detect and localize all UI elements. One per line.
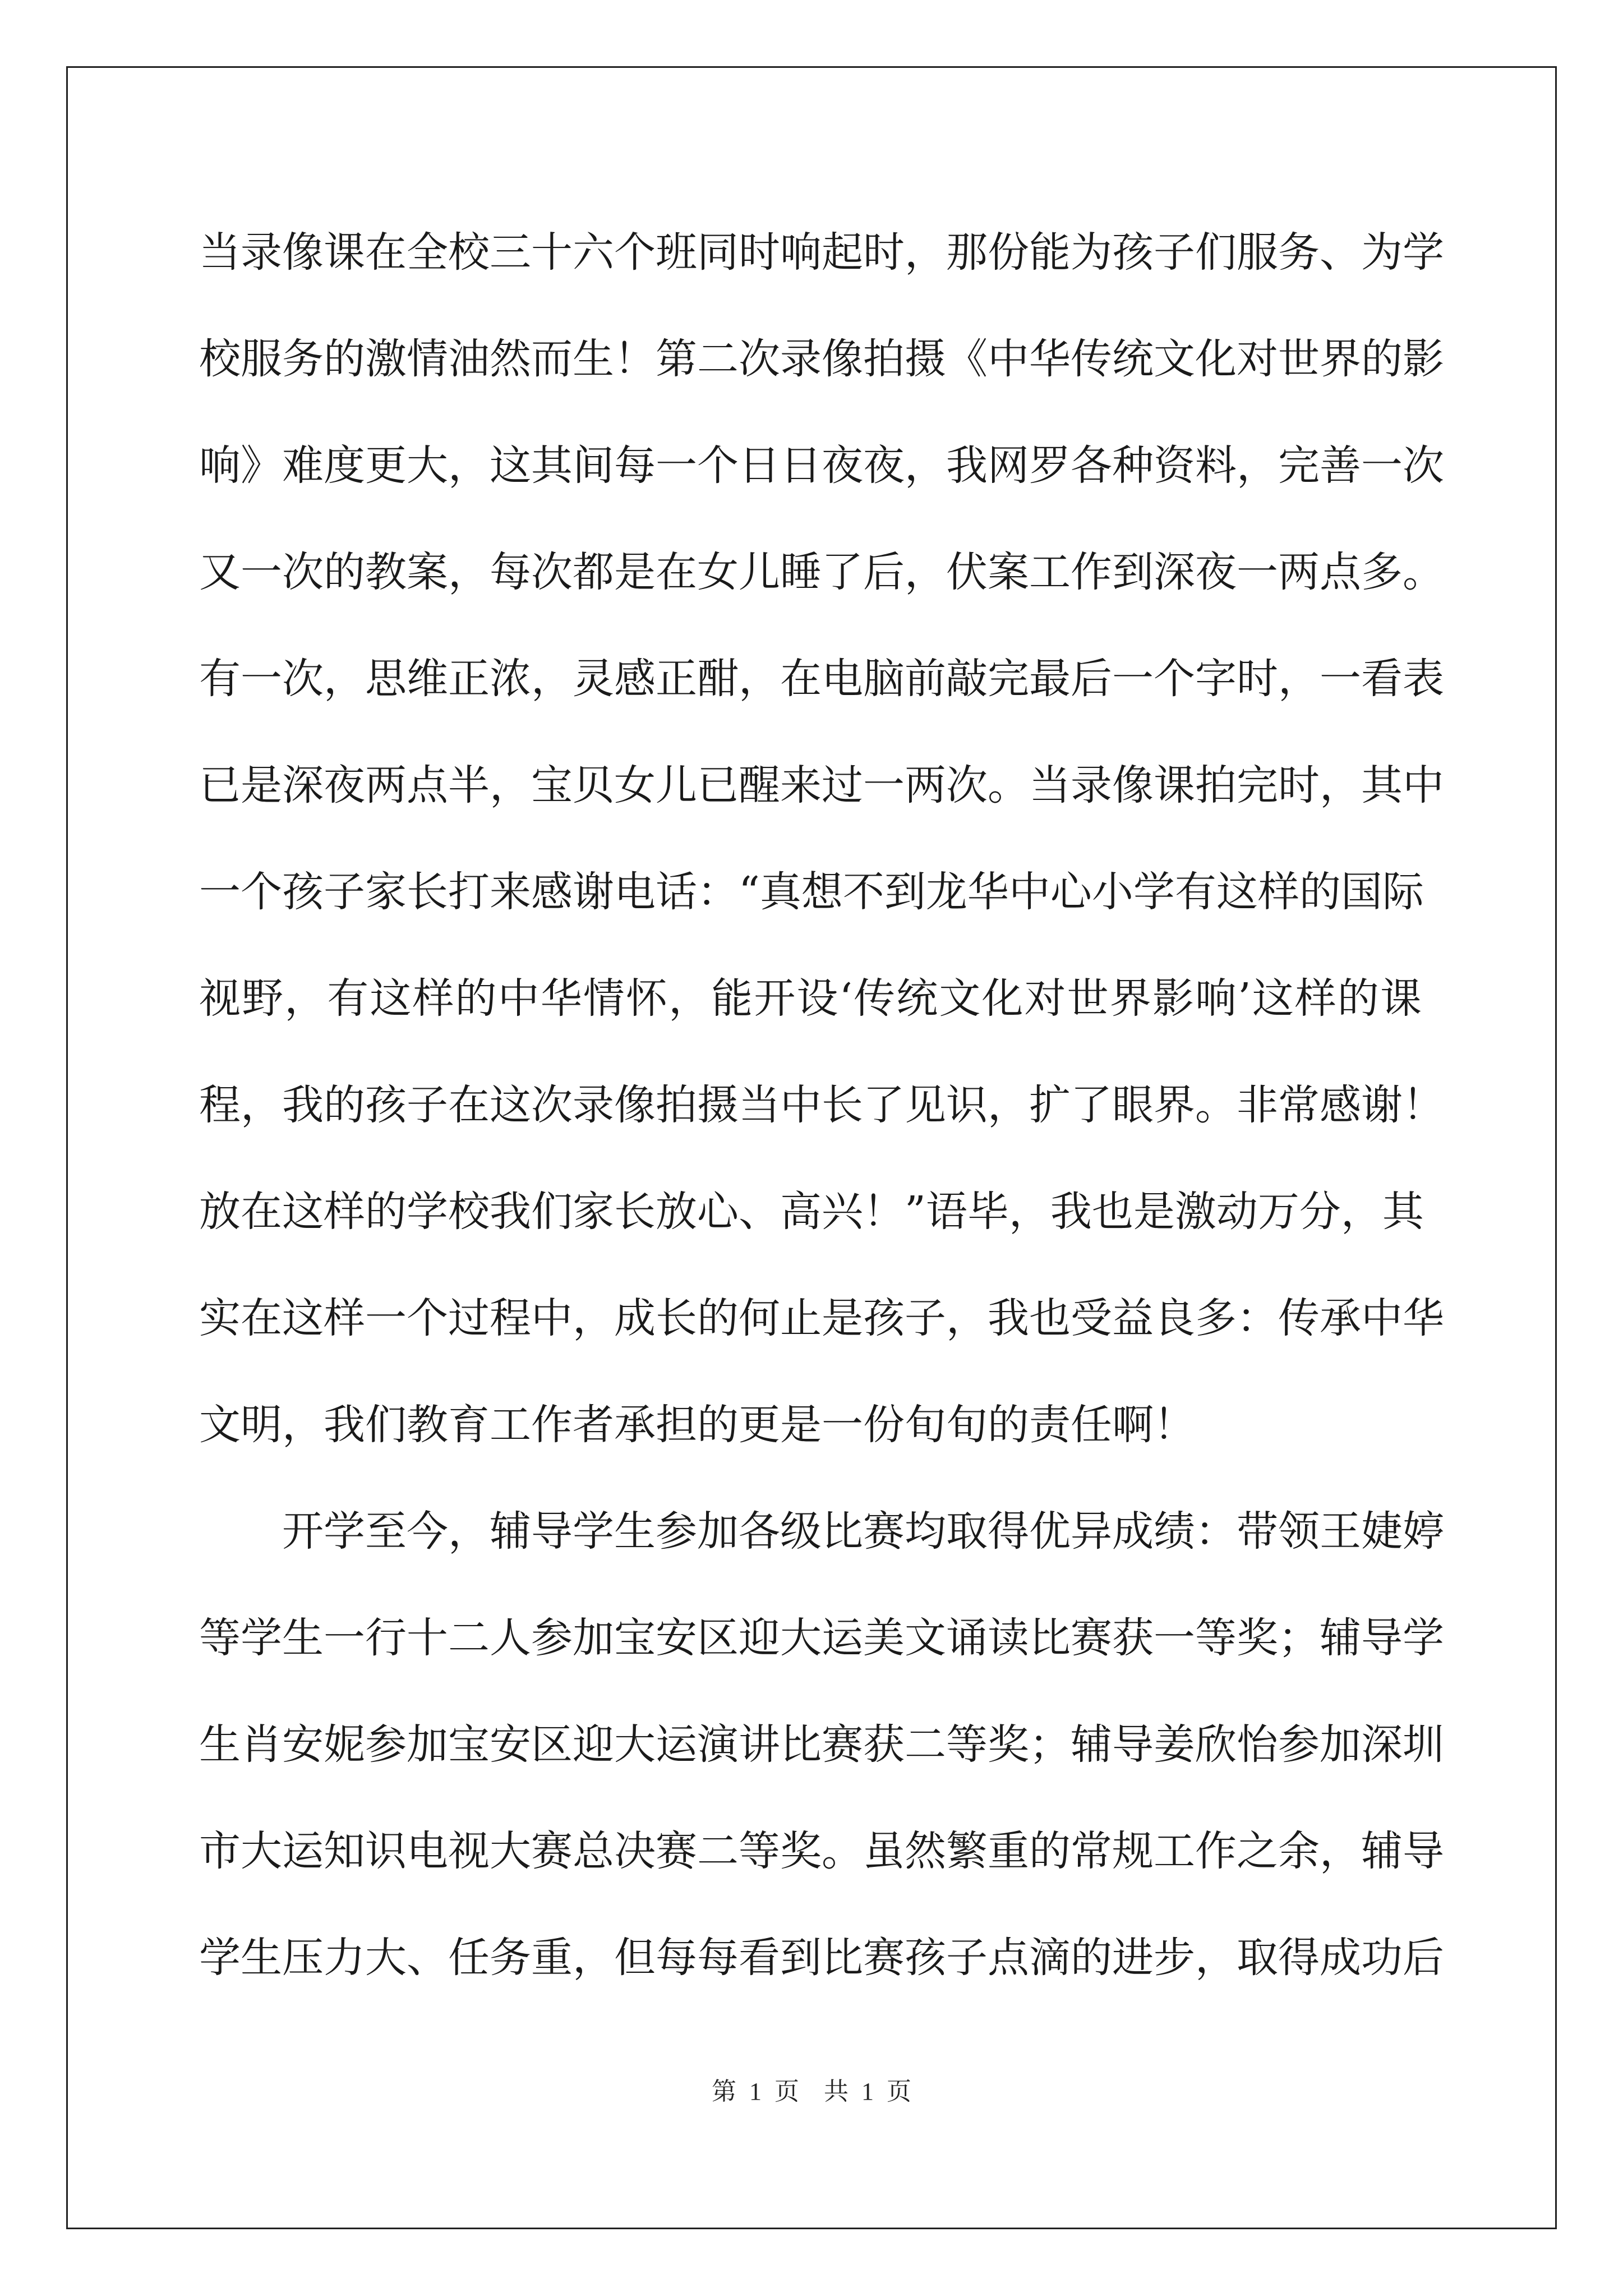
text-line: 放在这样的学校我们家长放心、高兴！”语毕，我也是激动万分，其	[199, 1188, 1424, 1236]
text-line: 开学至今，辅导学生参加各级比赛均取得优异成绩：带领王婕婷	[282, 1507, 1444, 1556]
text-line: 又一次的教案，每次都是在女儿睡了后，伏案工作到深夜一两点多。	[199, 548, 1444, 596]
text-line: 等学生一行十二人参加宝安区迎大运美文诵读比赛获一等奖；辅导学	[199, 1614, 1444, 1662]
text-line: 已是深夜两点半，宝贝女儿已醒来过一两次。当录像课拍完时，其中	[199, 761, 1444, 809]
text-line: 校服务的激情油然而生！第二次录像拍摄《中华传统文化对世界的影	[199, 335, 1444, 383]
page-number-footer: 第 1 页 共 1 页	[712, 2078, 911, 2105]
text-line: 视野，有这样的中华情怀，能开设‘传统文化对世界影响’这样的课	[199, 974, 1422, 1023]
paragraph-1	[199, 213, 1444, 1492]
text-line: 响》难度更大，这其间每一个日日夜夜，我网罗各种资料，完善一次	[199, 441, 1444, 490]
text-line: 实在这样一个过程中，成长的何止是孩子，我也受益良多：传承中华	[199, 1294, 1444, 1342]
text-line: 文明，我们教育工作者承担的更是一份旬旬的责任啊！	[199, 1401, 1195, 1449]
text-line: 学生压力大、任务重，但每每看到比赛孩子点滴的进步，取得成功后	[199, 1934, 1444, 1982]
text-line: 市大运知识电视大赛总决赛二等奖。虽然繁重的常规工作之余，辅导	[199, 1827, 1444, 1875]
text-line: 有一次，思维正浓，灵感正酣，在电脑前敲完最后一个字时，一看表	[199, 655, 1444, 703]
text-line: 生肖安妮参加宝安区迎大运演讲比赛获二等奖；辅导姜欣怡参加深圳	[199, 1720, 1444, 1769]
paragraph-2	[199, 1492, 1444, 2025]
document-body	[199, 213, 1444, 2025]
text-line: 一个孩子家长打来感谢电话：“真想不到龙华中心小学有这样的国际	[199, 868, 1424, 916]
text-line: 程，我的孩子在这次录像拍摄当中长了见识，扩了眼界。非常感谢！	[199, 1081, 1444, 1129]
text-line: 当录像课在全校三十六个班同时响起时，那份能为孩子们服务、为学	[199, 228, 1444, 277]
